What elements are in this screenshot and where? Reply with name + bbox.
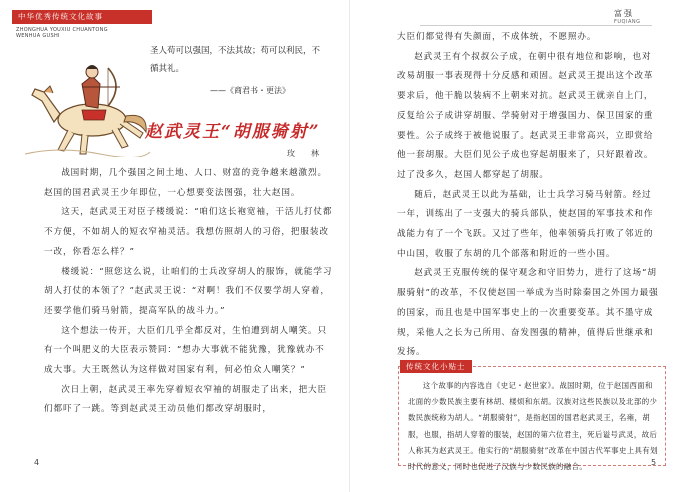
series-subtitle-line-1: ZHONGHUA YOUXIU CHUANTONG bbox=[16, 27, 108, 33]
knowledge-box-tag: 传统文化小贴士 bbox=[400, 360, 472, 373]
knowledge-box-text: 这个故事的内容选自《史记・赵世家》。战国时期，位于赵国西面和北面的少数民族主要有林胡、楼烦和东胡。汉族对这些民族以及北部的少数民族统称为胡人。“胡服骑射”，是指赵国的国君赵武灵王，名雍，胡服，也服，指胡人穿着的服装，赵国的第六位君主，死后谥号武灵，故后人称其为赵武灵王。他实行的“胡服骑射”改革在中国古代军事史上具有划时代的意义，同时也促进了汉族与少数民族的融合。 bbox=[408, 381, 658, 472]
epigraph-text: 圣人苟可以强国，不法其故；苟可以利民，不循其礼。 bbox=[150, 46, 321, 74]
story-author: 玫 林 bbox=[287, 149, 323, 158]
epigraph-source: ——《商君书・更法》 bbox=[210, 86, 290, 95]
right-body-text bbox=[397, 28, 661, 363]
paragraph: 战国时期，几个强国之间土地、人口、财富的竞争越来越激烈。赵国的国君武灵王少年即位，一心想要变法图强，壮大赵国。 bbox=[44, 168, 328, 198]
series-title: 中华优秀传统文化故事 bbox=[12, 10, 152, 24]
chapter-title: 富强 bbox=[614, 9, 634, 18]
paragraph: 赵武灵王有个叔叔公子成，在朝中很有地位和影响，也对改易胡服一事表现得十分反感和顽固。赵武灵王提出这个改革要求后，他干脆以装病不上朝来对抗。赵武灵王就亲自上门，反复给公子成讲穿胡服、学骑射对于增强国力、保卫国家的重要性。公子成终于被他说服了。赵武灵王非常高兴，立即赏给他一套胡服。大臣们见公子成也穿起胡服来了，只好跟着改。过了没多久，赵国人都穿起了胡服。 bbox=[397, 51, 654, 180]
paragraph: 这天，赵武灵王对臣子楼缓说：“咱们这长袍宽袖，干活儿打仗都不方便，不如胡人的短衣窄袖灵活。我想仿照胡人的习俗，把服装改一改，你看怎么样？” bbox=[44, 207, 333, 257]
header-rule bbox=[420, 25, 652, 26]
story-title: 赵武灵王“胡服骑射” bbox=[145, 122, 321, 142]
chapter-subtitle: FUQIANG bbox=[614, 19, 641, 25]
paragraph: 大臣们都觉得有失颜面，不成体统，不愿照办。 bbox=[397, 32, 597, 42]
page-number-right: 5 bbox=[651, 458, 657, 467]
paragraph: 这个想法一传开，大臣们几乎全都反对，生怕遭到胡人嘲笑。只有一个叫肥义的大臣表示赞同：“想办大事就不能犹豫，犹豫就办不成大事。大王既然认为这样做对国家有利，何必怕众人嘲笑？” bbox=[44, 325, 328, 376]
left-body-text bbox=[44, 164, 334, 420]
series-subtitle bbox=[16, 27, 156, 39]
paragraph: 随后，赵武灵王以此为基础，让士兵学习骑马射箭。经过一年，训练出了一支强大的骑兵部队，使赵国的军事技术和作战能力有了一个飞跃。又过了些年，他率领骑兵打败了邻近的中山国，收服了东胡的几个部落和附近的一些小国。 bbox=[397, 189, 654, 259]
paragraph: 赵武灵王克服传统的保守观念和守旧势力，进行了这场“胡服骑射”的改革，不仅使赵国一举成为当时除秦国之外国力最强的国家，而且也是中国军事史上的一次重要变革。其不墨守成规，采他人之长为己所用、奋发图强的精神，值得后世继承和发扬。 bbox=[397, 268, 659, 358]
series-subtitle-line-2: WENHUA GUSHI bbox=[16, 33, 60, 39]
horse-rider-illustration bbox=[20, 62, 155, 157]
page-number-left: 4 bbox=[34, 458, 40, 467]
paragraph: 楼缓说：“照您这么说，让咱们的士兵改穿胡人的服饰，就能学习胡人打仗的本领了？”赵武灵王说：“对啊！我们不仅要学胡人穿着，还要学他们骑马射箭，提高军队的战斗力。” bbox=[44, 266, 333, 316]
paragraph: 次日上朝，赵武灵王率先穿着短衣窄袖的胡服走了出来，把大臣们都吓了一跳。等到赵武灵王动员他们都改穿胡服时， bbox=[44, 384, 328, 415]
